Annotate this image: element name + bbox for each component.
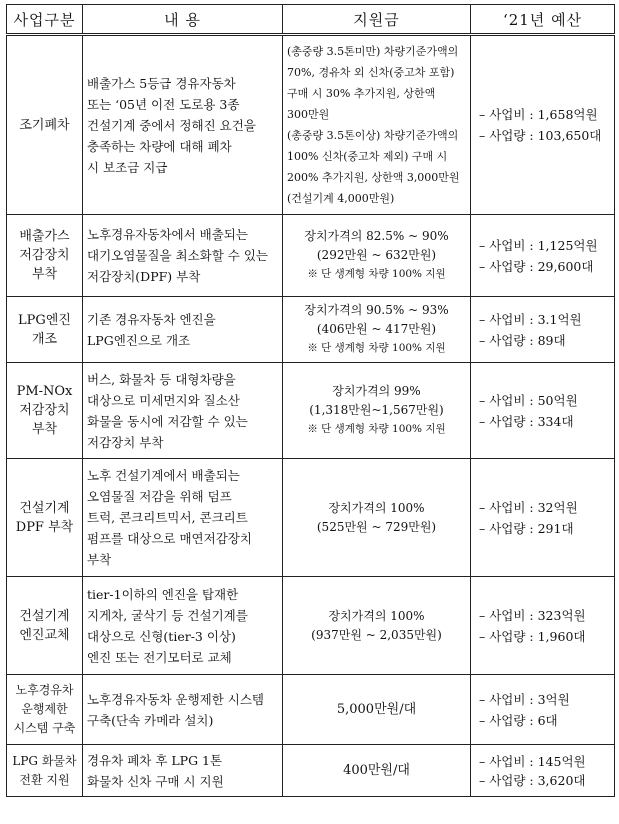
support-line: 100% 신차(중고차 제외) 구매 시 (287, 150, 448, 163)
support-line: (1,318만원~1,567만원) (309, 403, 444, 417)
content-line: 버스, 화물차 등 대형차량을 (87, 371, 236, 387)
budget-line: – 사업량 : 29,600대 (479, 258, 594, 274)
category-line: 저감장치 (19, 248, 70, 263)
support-line: (406만원 ~ 417만원) (316, 322, 437, 336)
support-cell (283, 297, 471, 363)
category-line: 엔진교체 (19, 627, 70, 643)
support-note: ※ 단 생계형 차량 100% 지원 (307, 423, 446, 435)
category-line: DPF 부착 (15, 519, 74, 535)
table-row (7, 577, 615, 675)
category-cell (7, 745, 83, 797)
budget-line: – 사업비 : 3.1억원 (479, 311, 582, 327)
budget-line: – 사업비 : 145억원 (479, 753, 586, 769)
category-cell (7, 297, 83, 363)
category-line: 배출가스 (19, 229, 70, 244)
support-cell (283, 35, 471, 215)
content-line: 대상으로 미세먼지와 질소산 (87, 392, 240, 408)
support-line: 70%, 경유차 외 신차(중고차 포함) (287, 66, 455, 79)
support-line: 구매 시 30% 추가지원, 상한액 (287, 87, 436, 100)
support-line: (총중량 3.5톤이상) 차량기준가액의 (287, 129, 459, 142)
category-line: 조기폐차 (19, 117, 70, 133)
content-line: 경유차 폐차 후 LPG 1톤 (87, 752, 223, 768)
category-line: 노후경유차 (15, 683, 74, 697)
support-line: 5,000만원/대 (336, 702, 417, 717)
content-cell (83, 745, 283, 797)
budget-line: – 사업량 : 291대 (479, 520, 574, 536)
table-row (7, 675, 615, 745)
table-row (7, 745, 615, 797)
table-row (7, 35, 615, 215)
category-line: 개조 (31, 331, 58, 347)
budget-line: – 사업비 : 1,125억원 (479, 237, 598, 253)
support-cell (283, 577, 471, 675)
content-line: 배출가스 5등급 경유자동차 (87, 75, 236, 91)
content-line: 펌프를 대상으로 매연저감장치 (87, 531, 252, 546)
support-line: 장치가격의 90.5% ~ 93% (304, 303, 449, 317)
budget-line: – 사업량 : 334대 (479, 413, 574, 429)
budget-cell (471, 577, 615, 675)
header-budget: ‘21년 예산 (471, 5, 615, 35)
category-cell (7, 577, 83, 675)
budget-table (6, 4, 615, 797)
support-line: (937만원 ~ 2,035만원) (311, 627, 442, 642)
budget-line: – 사업비 : 1,658억원 (479, 107, 598, 122)
content-cell (83, 35, 283, 215)
category-line: 전환 지원 (19, 772, 70, 787)
content-line: 충족하는 차량에 대해 폐차 (87, 138, 232, 154)
category-line: 부착 (31, 267, 58, 282)
category-line: 운행제한 (21, 702, 68, 716)
table-row (7, 297, 615, 363)
content-line: 노후경유자동차에서 배출되는 (87, 227, 248, 242)
content-line: 저감장치 부착 (87, 434, 164, 450)
category-cell (7, 675, 83, 745)
content-line: 저감장치(DPF) 부착 (87, 269, 201, 284)
category-line: 부착 (31, 422, 58, 437)
category-cell (7, 459, 83, 577)
category-line: 건설기계 (19, 500, 70, 516)
support-note: ※ 단 생계형 차량 100% 지원 (307, 342, 446, 354)
support-line: (292만원 ~ 632만원) (316, 248, 437, 262)
support-line: (건설기계 4,000만원) (287, 192, 395, 205)
budget-table-container (6, 4, 615, 797)
content-line: 지게차, 굴삭기 등 건설기계를 (87, 607, 248, 623)
support-line: 장치가격의 100% (328, 608, 425, 623)
support-cell (283, 363, 471, 459)
support-line: 장치가격의 82.5% ~ 90% (304, 229, 449, 243)
support-cell (283, 215, 471, 297)
header-support: 지원금 (283, 5, 471, 35)
content-line: 오염물질 저감을 위해 덤프 (87, 489, 232, 504)
content-cell (83, 363, 283, 459)
content-line: 대상으로 신형(tier-3 이상) (87, 628, 236, 644)
support-line: 장치가격의 100% (328, 500, 425, 515)
content-line: LPG엔진으로 개조 (87, 332, 191, 348)
content-line: 대기오염물질을 최소화할 수 있는 (87, 248, 268, 263)
category-line: 저감장치 (19, 403, 70, 418)
budget-cell (471, 35, 615, 215)
budget-line: – 사업비 : 3억원 (479, 691, 570, 707)
budget-line: – 사업량 : 1,960대 (479, 628, 586, 644)
support-line: 300만원 (287, 108, 330, 121)
content-line: 시 보조금 지급 (87, 159, 168, 175)
category-line: 건설기계 (19, 608, 70, 624)
support-cell (283, 745, 471, 797)
content-line: 트럭, 콘크리트믹서, 콘크리트 (87, 510, 248, 525)
budget-line: – 사업비 : 32억원 (479, 499, 578, 515)
budget-cell (471, 297, 615, 363)
support-note: ※ 단 생계형 차량 100% 지원 (307, 268, 446, 280)
support-line: (525만원 ~ 729만원) (316, 519, 437, 534)
content-line: 노후 건설기계에서 배출되는 (87, 468, 240, 483)
content-line: 또는 ‘05년 이전 도로용 3종 (87, 96, 240, 112)
category-cell (7, 35, 83, 215)
content-line: 건설기계 중에서 정해진 요건을 (87, 117, 256, 133)
content-line: 화물을 동시에 저감할 수 있는 (87, 413, 248, 429)
header-content: 내 용 (83, 5, 283, 35)
content-cell (83, 577, 283, 675)
budget-cell (471, 363, 615, 459)
budget-line: – 사업량 : 3,620대 (479, 772, 586, 788)
budget-cell (471, 675, 615, 745)
content-line: 엔진 또는 전기모터로 교체 (87, 649, 232, 665)
category-line: LPG 화물차 (12, 753, 77, 768)
content-cell (83, 675, 283, 745)
content-line: 기존 경유자동차 엔진을 (87, 311, 216, 327)
support-line: 장치가격의 99% (332, 384, 421, 398)
budget-cell (471, 215, 615, 297)
category-cell (7, 363, 83, 459)
header-category: 사업구분 (7, 5, 83, 35)
budget-cell (471, 459, 615, 577)
category-line: LPG엔진 (18, 312, 71, 328)
header-row (7, 5, 615, 35)
content-cell (83, 215, 283, 297)
budget-line: – 사업비 : 50억원 (479, 392, 578, 408)
content-cell (83, 459, 283, 577)
budget-line: – 사업비 : 323억원 (479, 607, 586, 623)
budget-line: – 사업량 : 6대 (479, 712, 558, 728)
category-line: 시스템 구축 (13, 721, 76, 735)
content-cell (83, 297, 283, 363)
support-cell (283, 459, 471, 577)
category-cell (7, 215, 83, 297)
support-line: 400만원/대 (343, 763, 410, 778)
content-line: 노후경유자동차 운행제한 시스템 (87, 691, 264, 707)
content-line: 화물차 신차 구매 시 지원 (87, 773, 224, 789)
table-row (7, 459, 615, 577)
content-line: 구축(단속 카메라 설치) (87, 712, 214, 728)
budget-line: – 사업량 : 89대 (479, 332, 566, 348)
category-line: PM-NOx (16, 384, 73, 399)
budget-cell (471, 745, 615, 797)
budget-line: – 사업량 : 103,650대 (479, 128, 602, 143)
content-line: tier-1이하의 엔진을 탑재한 (87, 586, 239, 602)
content-line: 부착 (87, 552, 112, 567)
table-row (7, 363, 615, 459)
support-line: 200% 추가지원, 상한액 3,000만원 (287, 171, 460, 184)
support-cell (283, 675, 471, 745)
support-line: (총중량 3.5톤미만) 차량기준가액의 (287, 45, 459, 58)
table-row (7, 215, 615, 297)
